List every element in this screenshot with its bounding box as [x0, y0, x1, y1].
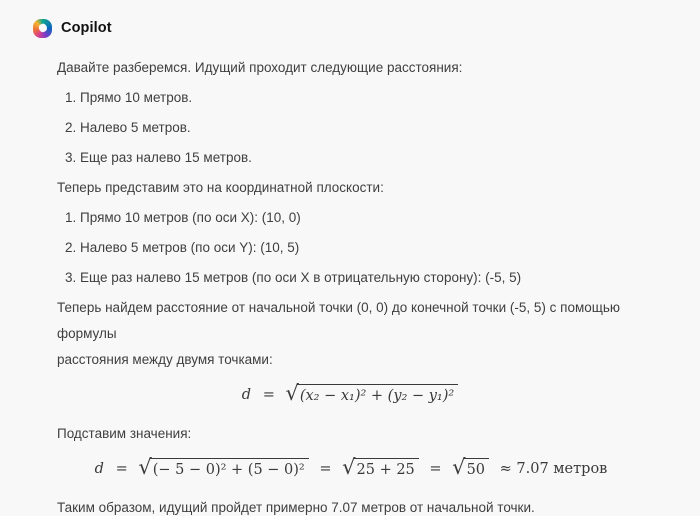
- app-title: Copilot: [61, 20, 112, 36]
- list-item: 2. Налево 5 метров (по оси Y): (10, 5): [65, 240, 300, 255]
- distance-intro-paragraph: [57, 295, 645, 373]
- sqrt-sign-icon: √: [285, 381, 299, 405]
- equals-sign: =: [262, 387, 275, 403]
- coordinates-list: [57, 205, 645, 291]
- square-root: [452, 456, 489, 482]
- sqrt-sign-icon: √: [452, 455, 466, 479]
- equals-sign: =: [319, 461, 332, 477]
- paragraph-line: Теперь найдем расстояние от начальной точки (0, 0) до конечной точки (-5, 5) с помощью формулы: [57, 300, 621, 341]
- square-root: [285, 382, 458, 408]
- radicand: 25 + 25: [354, 458, 419, 480]
- math-variable: d: [94, 461, 104, 477]
- radicand: (x₂ − x₁)² + (y₂ − y₁)²: [297, 384, 458, 406]
- equals-sign: =: [429, 461, 442, 477]
- paragraph-line: расстояния между двумя точками:: [57, 352, 273, 367]
- formula-result: ≈ 7.07 метров: [499, 461, 608, 477]
- list-item: 3. Еще раз налево 15 метров.: [65, 150, 252, 165]
- distance-list: [57, 85, 645, 171]
- copilot-logo-icon: [33, 19, 52, 38]
- list-item: 1. Прямо 10 метров.: [65, 90, 193, 105]
- intro-paragraph: Давайте разберемся. Идущий проходит следующие расстояния:: [57, 60, 463, 75]
- sqrt-sign-icon: √: [138, 455, 152, 479]
- list-item: 3. Еще раз налево 15 метров (по оси X в отрицательную сторону): (-5, 5): [65, 270, 522, 285]
- substitute-paragraph: Подставим значения:: [57, 426, 192, 441]
- radicand: 50: [464, 458, 489, 480]
- radicand: (− 5 − 0)² + (5 − 0)²: [150, 458, 309, 480]
- list-item: 1. Прямо 10 метров (по оси X): (10, 0): [65, 210, 301, 225]
- conclusion-paragraph: Таким образом, идущий пройдет примерно 7.07 метров от начальной точки.: [57, 500, 535, 515]
- message-header: [33, 17, 645, 39]
- equals-sign: =: [115, 461, 128, 477]
- math-variable: d: [241, 387, 252, 403]
- message-content: [57, 55, 645, 516]
- distance-formula: [57, 382, 645, 408]
- coordinates-paragraph: Теперь представим это на координатной плоскости:: [57, 180, 384, 195]
- square-root: [342, 456, 419, 482]
- list-item: 2. Налево 5 метров.: [65, 120, 191, 135]
- sqrt-sign-icon: √: [342, 455, 356, 479]
- calculation-formula: [57, 456, 645, 482]
- square-root: [138, 456, 308, 482]
